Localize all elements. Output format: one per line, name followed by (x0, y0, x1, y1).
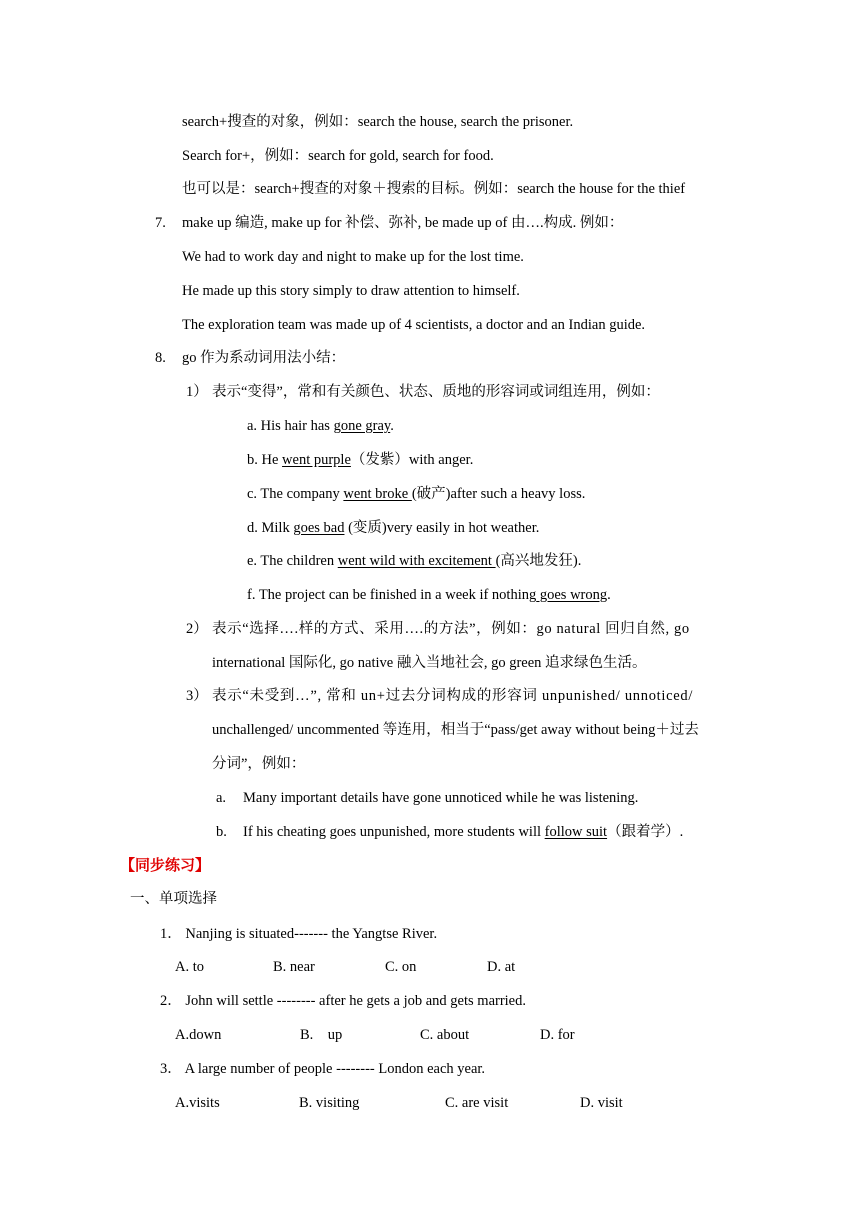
sub-3-example-b-letter: b. (216, 824, 227, 840)
sub-3-line-3: 分词”，例如： (212, 756, 306, 772)
question-1-stem: 1． Nanjing is situated------- the Yangtse River. (160, 926, 438, 942)
question-2-option-c: C. about (420, 1027, 470, 1043)
question-3-option-c: C. are visit (445, 1095, 509, 1111)
sub-3-line-1: 表示“未受到…”, 常和 un+过去分词构成的形容词 unpunished/ unnoticed/ (212, 688, 694, 704)
question-1-option-a: A. to (175, 959, 204, 975)
sub-2-number: 2） (186, 621, 208, 637)
sub-3-example-a-letter: a. (216, 790, 227, 806)
search-note-3: 也可以是：search+搜查的对象＋搜索的目标。例如：search the house for the thief (182, 181, 686, 197)
sub-3-number: 3） (186, 688, 208, 704)
item-7-number: 7. (155, 215, 166, 231)
go-example-a: a. His hair has gone gray. (247, 418, 394, 434)
item-7-example-1: We had to work day and night to make up for the lost time. (182, 249, 524, 265)
question-2-option-d: D. for (540, 1027, 575, 1043)
question-2-stem: 2． John will settle -------- after he gets a job and gets married. (160, 993, 526, 1009)
question-3-option-d: D. visit (580, 1095, 623, 1111)
item-7-example-2: He made up this story simply to draw attention to himself. (182, 283, 520, 299)
sub-3-line-2: unchallenged/ uncommented 等连用，相当于“pass/get away without being＋过去 (212, 722, 699, 738)
question-2-option-b: B. up (300, 1027, 343, 1043)
sub-3-example-b: If his cheating goes unpunished, more students will follow suit（跟着学）. (243, 824, 684, 840)
question-2-option-a: A.down (175, 1027, 222, 1043)
question-1-option-c: C. on (385, 959, 417, 975)
question-3-stem: 3． A large number of people -------- London each year. (160, 1061, 486, 1077)
item-8-text: go 作为系动词用法小结： (182, 350, 346, 366)
go-example-b: b. He went purple（发紫）with anger. (247, 452, 474, 468)
search-note-1: search+搜查的对象，例如：search the house, search the prisoner. (182, 114, 574, 130)
go-example-d: d. Milk goes bad (变质)very easily in hot weather. (247, 520, 540, 536)
question-1-option-d: D. at (487, 959, 516, 975)
go-example-f: f. The project can be finished in a week if nothing goes wrong. (247, 587, 611, 603)
sub-2-line-1: 表示“选择….样的方式、采用….的方法”，例如：go natural 回归自然, go (212, 621, 690, 637)
sub-3-example-a: Many important details have gone unnoticed while he was listening. (243, 790, 639, 806)
sub-2-line-2: international 国际化, go native 融入当地社会, go green 追求绿色生活。 (212, 655, 647, 671)
item-8-number: 8. (155, 350, 166, 366)
item-7-text: make up 编造, make up for 补偿、弥补, be made up of 由….构成. 例如： (182, 215, 624, 231)
question-3-option-a: A.visits (175, 1095, 220, 1111)
practice-heading: 【同步练习】 (120, 856, 211, 874)
go-example-e: e. The children went wild with excitement (高兴地发狂). (247, 553, 582, 569)
item-7-example-3: The exploration team was made up of 4 scientists, a doctor and an Indian guide. (182, 317, 646, 333)
question-3-option-b: B. visiting (299, 1095, 360, 1111)
search-note-2: Search for+，例如：search for gold, search for food. (182, 148, 494, 164)
go-example-c: c. The company went broke (破产)after such a heavy loss. (247, 486, 586, 502)
question-1-option-b: B. near (273, 959, 315, 975)
section-title: 一、单项选择 (130, 891, 217, 907)
sub-1-text: 表示“变得”，常和有关颜色、状态、质地的形容词或词组连用，例如： (212, 384, 660, 400)
sub-1-number: 1） (186, 384, 208, 400)
